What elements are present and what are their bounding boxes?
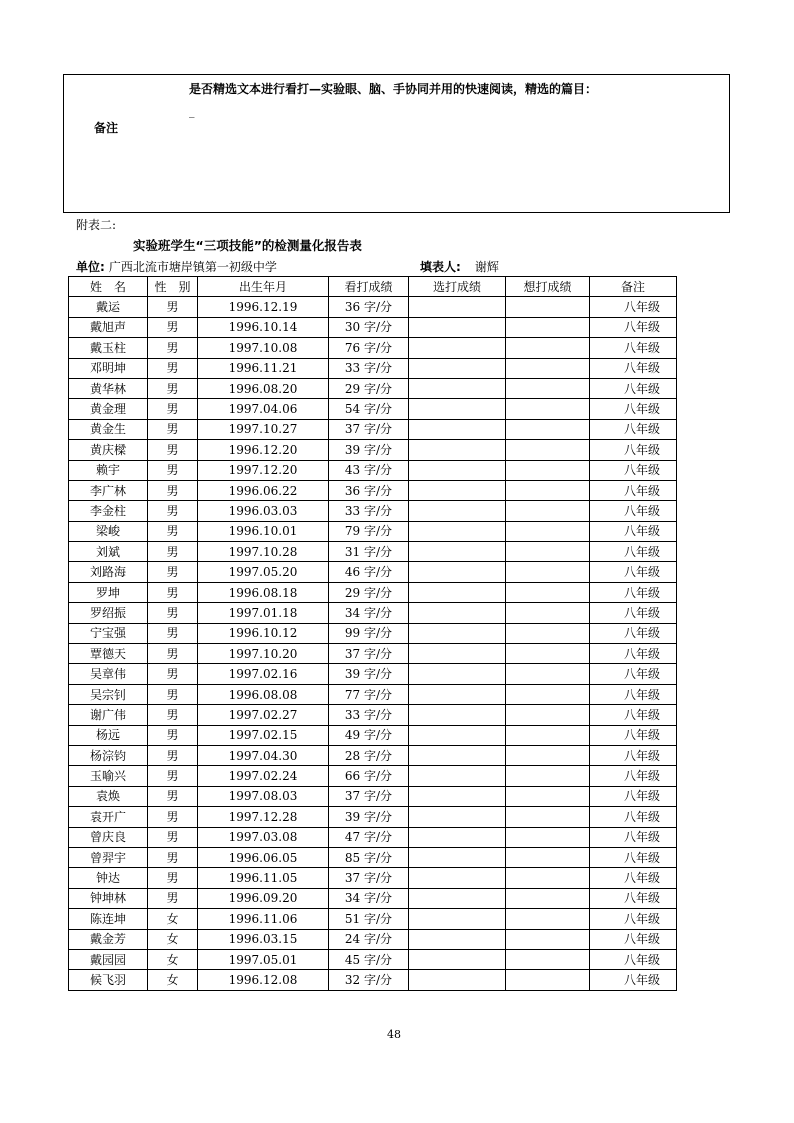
cell-select-typing — [409, 807, 506, 827]
remarks-label: 备注 — [94, 121, 119, 135]
table-row — [69, 623, 677, 643]
cell-name: 杨淙钧 — [69, 745, 148, 765]
cell-view-typing: 24 字/分 — [329, 929, 409, 949]
cell-view-typing: 37 字/分 — [329, 644, 409, 664]
cell-remark: 八年级 — [590, 623, 677, 643]
cell-birth: 1996.08.08 — [198, 684, 329, 704]
cell-think-typing — [506, 644, 590, 664]
cell-view-typing: 77 字/分 — [329, 684, 409, 704]
cell-birth: 1996.12.19 — [198, 297, 329, 317]
table-row — [69, 705, 677, 725]
cell-remark: 八年级 — [590, 847, 677, 867]
cell-name: 戴园园 — [69, 949, 148, 969]
cell-select-typing — [409, 480, 506, 500]
cell-name: 杨远 — [69, 725, 148, 745]
filler-value: 谢辉 — [474, 260, 499, 274]
cell-name: 谢广伟 — [69, 705, 148, 725]
cell-select-typing — [409, 868, 506, 888]
cell-remark: 八年级 — [590, 317, 677, 337]
cell-view-typing: 46 字/分 — [329, 562, 409, 582]
cell-gender: 男 — [148, 501, 198, 521]
table-row — [69, 603, 677, 623]
cell-view-typing: 29 字/分 — [329, 378, 409, 398]
cell-name: 陈连坤 — [69, 909, 148, 929]
cell-gender: 男 — [148, 440, 198, 460]
cell-name: 戴金芳 — [69, 929, 148, 949]
cell-view-typing: 39 字/分 — [329, 807, 409, 827]
cell-gender: 男 — [148, 664, 198, 684]
cell-think-typing — [506, 847, 590, 867]
cell-view-typing: 79 字/分 — [329, 521, 409, 541]
cell-name: 李广林 — [69, 480, 148, 500]
table-row — [69, 542, 677, 562]
table-row — [69, 970, 677, 990]
cell-view-typing: 29 字/分 — [329, 582, 409, 602]
table-row — [69, 297, 677, 317]
cell-think-typing — [506, 705, 590, 725]
cell-remark: 八年级 — [590, 297, 677, 317]
cell-select-typing — [409, 399, 506, 419]
cell-name: 曾羿宇 — [69, 847, 148, 867]
cell-think-typing — [506, 888, 590, 908]
cell-name: 刘路海 — [69, 562, 148, 582]
cell-name: 钟达 — [69, 868, 148, 888]
cell-name: 吴章伟 — [69, 664, 148, 684]
cell-view-typing: 47 字/分 — [329, 827, 409, 847]
cell-select-typing — [409, 827, 506, 847]
cell-name: 戴玉柱 — [69, 338, 148, 358]
cell-view-typing: 99 字/分 — [329, 623, 409, 643]
cell-think-typing — [506, 766, 590, 786]
cell-gender: 男 — [148, 582, 198, 602]
cell-gender: 男 — [148, 745, 198, 765]
cell-gender: 男 — [148, 807, 198, 827]
cell-select-typing — [409, 378, 506, 398]
table-row — [69, 440, 677, 460]
cell-view-typing: 85 字/分 — [329, 847, 409, 867]
cell-name: 曾庆良 — [69, 827, 148, 847]
cell-select-typing — [409, 338, 506, 358]
cell-remark: 八年级 — [590, 399, 677, 419]
cell-think-typing — [506, 603, 590, 623]
cell-view-typing: 33 字/分 — [329, 705, 409, 725]
table-body — [69, 297, 677, 990]
header-select-typing: 选打成绩 — [409, 277, 506, 297]
cell-gender: 女 — [148, 909, 198, 929]
cell-remark: 八年级 — [590, 909, 677, 929]
cell-birth: 1997.02.16 — [198, 664, 329, 684]
cell-birth: 1996.06.05 — [198, 847, 329, 867]
table-row — [69, 766, 677, 786]
cell-birth: 1997.02.24 — [198, 766, 329, 786]
cell-birth: 1997.12.28 — [198, 807, 329, 827]
cell-gender: 男 — [148, 480, 198, 500]
cell-remark: 八年级 — [590, 868, 677, 888]
cell-birth: 1996.11.21 — [198, 358, 329, 378]
cell-birth: 1996.10.14 — [198, 317, 329, 337]
cell-think-typing — [506, 684, 590, 704]
cell-birth: 1997.01.18 — [198, 603, 329, 623]
table-row — [69, 786, 677, 806]
cell-select-typing — [409, 745, 506, 765]
cell-view-typing: 54 字/分 — [329, 399, 409, 419]
cell-think-typing — [506, 827, 590, 847]
cell-select-typing — [409, 317, 506, 337]
cell-select-typing — [409, 970, 506, 990]
unit-value: 广西北流市塘岸镇第一初级中学 — [108, 260, 277, 274]
cell-view-typing: 76 字/分 — [329, 338, 409, 358]
cell-remark: 八年级 — [590, 766, 677, 786]
cell-name: 吴宗钊 — [69, 684, 148, 704]
cell-remark: 八年级 — [590, 440, 677, 460]
cell-gender: 男 — [148, 603, 198, 623]
cell-gender: 男 — [148, 623, 198, 643]
cell-view-typing: 33 字/分 — [329, 358, 409, 378]
cell-gender: 男 — [148, 460, 198, 480]
cell-think-typing — [506, 929, 590, 949]
cell-think-typing — [506, 868, 590, 888]
cell-birth: 1997.12.20 — [198, 460, 329, 480]
cell-remark: 八年级 — [590, 929, 677, 949]
cell-select-typing — [409, 582, 506, 602]
table-row — [69, 419, 677, 439]
cell-gender: 男 — [148, 644, 198, 664]
cell-think-typing — [506, 786, 590, 806]
cell-birth: 1996.08.18 — [198, 582, 329, 602]
cell-name: 罗坤 — [69, 582, 148, 602]
cell-birth: 1997.05.20 — [198, 562, 329, 582]
cell-birth: 1996.03.15 — [198, 929, 329, 949]
remarks-box — [63, 74, 730, 213]
filler-label: 填表人: — [420, 260, 461, 274]
cell-view-typing: 37 字/分 — [329, 419, 409, 439]
cell-select-typing — [409, 684, 506, 704]
cell-remark: 八年级 — [590, 562, 677, 582]
cell-select-typing — [409, 603, 506, 623]
cell-view-typing: 45 字/分 — [329, 949, 409, 969]
cell-view-typing: 30 字/分 — [329, 317, 409, 337]
cell-think-typing — [506, 419, 590, 439]
cell-gender: 男 — [148, 868, 198, 888]
cell-remark: 八年级 — [590, 521, 677, 541]
cell-gender: 男 — [148, 378, 198, 398]
cell-name: 钟坤林 — [69, 888, 148, 908]
table-row — [69, 745, 677, 765]
cell-select-typing — [409, 358, 506, 378]
cell-select-typing — [409, 460, 506, 480]
table-row — [69, 725, 677, 745]
cell-think-typing — [506, 501, 590, 521]
cell-think-typing — [506, 949, 590, 969]
table-row — [69, 684, 677, 704]
cell-think-typing — [506, 338, 590, 358]
cell-gender: 男 — [148, 725, 198, 745]
cell-name: 黄金理 — [69, 399, 148, 419]
cell-select-typing — [409, 725, 506, 745]
cell-remark: 八年级 — [590, 807, 677, 827]
cell-remark: 八年级 — [590, 460, 677, 480]
cell-gender: 男 — [148, 827, 198, 847]
cell-birth: 1996.09.20 — [198, 888, 329, 908]
cell-think-typing — [506, 623, 590, 643]
cell-select-typing — [409, 909, 506, 929]
table-row — [69, 929, 677, 949]
cell-think-typing — [506, 664, 590, 684]
remarks-cursor: _ — [189, 105, 195, 118]
cell-birth: 1996.11.05 — [198, 868, 329, 888]
cell-select-typing — [409, 888, 506, 908]
cell-name: 袁开广 — [69, 807, 148, 827]
cell-name: 玉喻兴 — [69, 766, 148, 786]
cell-remark: 八年级 — [590, 419, 677, 439]
cell-view-typing: 34 字/分 — [329, 888, 409, 908]
cell-name: 候飞羽 — [69, 970, 148, 990]
cell-gender: 男 — [148, 684, 198, 704]
table-row — [69, 847, 677, 867]
report-table — [68, 276, 677, 991]
cell-select-typing — [409, 521, 506, 541]
cell-birth: 1996.12.20 — [198, 440, 329, 460]
cell-remark: 八年级 — [590, 480, 677, 500]
header-view-typing: 看打成绩 — [329, 277, 409, 297]
cell-gender: 男 — [148, 847, 198, 867]
cell-select-typing — [409, 542, 506, 562]
table-row — [69, 317, 677, 337]
cell-gender: 男 — [148, 297, 198, 317]
header-remark: 备注 — [590, 277, 677, 297]
table-row — [69, 358, 677, 378]
cell-birth: 1997.08.03 — [198, 786, 329, 806]
cell-think-typing — [506, 480, 590, 500]
cell-select-typing — [409, 419, 506, 439]
table-row — [69, 562, 677, 582]
cell-think-typing — [506, 460, 590, 480]
table-row — [69, 399, 677, 419]
cell-remark: 八年级 — [590, 786, 677, 806]
cell-view-typing: 49 字/分 — [329, 725, 409, 745]
cell-view-typing: 39 字/分 — [329, 664, 409, 684]
cell-view-typing: 37 字/分 — [329, 786, 409, 806]
cell-remark: 八年级 — [590, 358, 677, 378]
cell-view-typing: 33 字/分 — [329, 501, 409, 521]
cell-gender: 女 — [148, 970, 198, 990]
cell-view-typing: 34 字/分 — [329, 603, 409, 623]
cell-remark: 八年级 — [590, 684, 677, 704]
header-birth: 出生年月 — [198, 277, 329, 297]
cell-think-typing — [506, 378, 590, 398]
cell-birth: 1997.04.06 — [198, 399, 329, 419]
cell-remark: 八年级 — [590, 582, 677, 602]
table-row — [69, 521, 677, 541]
cell-remark: 八年级 — [590, 949, 677, 969]
page-number: 48 — [387, 1028, 401, 1041]
table-row — [69, 480, 677, 500]
cell-name: 袁焕 — [69, 786, 148, 806]
cell-view-typing: 39 字/分 — [329, 440, 409, 460]
cell-name: 黄金生 — [69, 419, 148, 439]
header-think-typing: 想打成绩 — [506, 277, 590, 297]
cell-birth: 1996.10.12 — [198, 623, 329, 643]
cell-birth: 1996.10.01 — [198, 521, 329, 541]
cell-name: 刘斌 — [69, 542, 148, 562]
cell-think-typing — [506, 725, 590, 745]
cell-birth: 1997.04.30 — [198, 745, 329, 765]
cell-select-typing — [409, 623, 506, 643]
table-row — [69, 888, 677, 908]
cell-select-typing — [409, 929, 506, 949]
cell-name: 李金柱 — [69, 501, 148, 521]
cell-select-typing — [409, 644, 506, 664]
cell-think-typing — [506, 807, 590, 827]
cell-name: 赖宇 — [69, 460, 148, 480]
cell-birth: 1997.10.27 — [198, 419, 329, 439]
table-row — [69, 807, 677, 827]
table-row — [69, 582, 677, 602]
cell-remark: 八年级 — [590, 644, 677, 664]
cell-gender: 男 — [148, 705, 198, 725]
cell-gender: 男 — [148, 542, 198, 562]
cell-gender: 男 — [148, 888, 198, 908]
cell-name: 宁宝强 — [69, 623, 148, 643]
cell-remark: 八年级 — [590, 745, 677, 765]
cell-think-typing — [506, 440, 590, 460]
cell-think-typing — [506, 970, 590, 990]
filler — [420, 258, 499, 275]
table-row — [69, 909, 677, 929]
cell-name: 覃德天 — [69, 644, 148, 664]
cell-think-typing — [506, 562, 590, 582]
cell-view-typing: 31 字/分 — [329, 542, 409, 562]
cell-birth: 1996.06.22 — [198, 480, 329, 500]
table-row — [69, 378, 677, 398]
cell-birth: 1997.10.08 — [198, 338, 329, 358]
cell-gender: 男 — [148, 317, 198, 337]
cell-remark: 八年级 — [590, 970, 677, 990]
cell-remark: 八年级 — [590, 888, 677, 908]
remarks-question: 是否精选文本进行看打—实验眼、脑、手协同并用的快速阅读，精选的篇目： — [189, 82, 598, 96]
cell-remark: 八年级 — [590, 603, 677, 623]
cell-gender: 男 — [148, 786, 198, 806]
cell-birth: 1997.10.28 — [198, 542, 329, 562]
cell-view-typing: 37 字/分 — [329, 868, 409, 888]
cell-birth: 1996.08.20 — [198, 378, 329, 398]
cell-name: 黄庆樑 — [69, 440, 148, 460]
cell-gender: 男 — [148, 521, 198, 541]
cell-gender: 男 — [148, 766, 198, 786]
cell-birth: 1997.05.01 — [198, 949, 329, 969]
cell-remark: 八年级 — [590, 542, 677, 562]
cell-view-typing: 36 字/分 — [329, 480, 409, 500]
cell-remark: 八年级 — [590, 705, 677, 725]
report-title: 实验班学生“三项技能”的检测量化报告表 — [133, 238, 362, 253]
cell-think-typing — [506, 582, 590, 602]
cell-select-typing — [409, 562, 506, 582]
table-row — [69, 644, 677, 664]
unit-line — [76, 258, 716, 276]
cell-remark: 八年级 — [590, 338, 677, 358]
header-gender: 性 别 — [148, 277, 198, 297]
cell-select-typing — [409, 440, 506, 460]
cell-select-typing — [409, 297, 506, 317]
table-row — [69, 338, 677, 358]
cell-gender: 女 — [148, 949, 198, 969]
cell-name: 罗绍振 — [69, 603, 148, 623]
cell-remark: 八年级 — [590, 378, 677, 398]
cell-think-typing — [506, 399, 590, 419]
cell-remark: 八年级 — [590, 664, 677, 684]
cell-gender: 男 — [148, 562, 198, 582]
cell-view-typing: 32 字/分 — [329, 970, 409, 990]
cell-select-typing — [409, 664, 506, 684]
cell-select-typing — [409, 766, 506, 786]
table-row — [69, 868, 677, 888]
cell-remark: 八年级 — [590, 725, 677, 745]
cell-view-typing: 43 字/分 — [329, 460, 409, 480]
cell-view-typing: 66 字/分 — [329, 766, 409, 786]
cell-remark: 八年级 — [590, 501, 677, 521]
cell-name: 戴旭声 — [69, 317, 148, 337]
cell-select-typing — [409, 847, 506, 867]
cell-select-typing — [409, 786, 506, 806]
table-row — [69, 664, 677, 684]
header-name: 姓 名 — [69, 277, 148, 297]
table-header-row — [69, 277, 677, 297]
cell-view-typing: 51 字/分 — [329, 909, 409, 929]
cell-birth: 1996.11.06 — [198, 909, 329, 929]
cell-birth: 1997.03.08 — [198, 827, 329, 847]
cell-gender: 男 — [148, 399, 198, 419]
cell-birth: 1997.02.27 — [198, 705, 329, 725]
cell-think-typing — [506, 358, 590, 378]
unit-label: 单位: — [76, 260, 105, 274]
cell-name: 戴运 — [69, 297, 148, 317]
cell-remark: 八年级 — [590, 827, 677, 847]
table-row — [69, 460, 677, 480]
cell-select-typing — [409, 501, 506, 521]
cell-name: 梁峻 — [69, 521, 148, 541]
cell-name: 邓明坤 — [69, 358, 148, 378]
appendix-label: 附表二: — [76, 218, 117, 232]
cell-think-typing — [506, 317, 590, 337]
cell-view-typing: 28 字/分 — [329, 745, 409, 765]
cell-birth: 1997.02.15 — [198, 725, 329, 745]
cell-think-typing — [506, 521, 590, 541]
cell-think-typing — [506, 297, 590, 317]
cell-select-typing — [409, 949, 506, 969]
cell-gender: 男 — [148, 419, 198, 439]
table-row — [69, 949, 677, 969]
cell-select-typing — [409, 705, 506, 725]
cell-birth: 1997.10.20 — [198, 644, 329, 664]
cell-gender: 女 — [148, 929, 198, 949]
cell-gender: 男 — [148, 358, 198, 378]
table-row — [69, 827, 677, 847]
cell-birth: 1996.03.03 — [198, 501, 329, 521]
cell-gender: 男 — [148, 338, 198, 358]
cell-think-typing — [506, 909, 590, 929]
cell-view-typing: 36 字/分 — [329, 297, 409, 317]
cell-name: 黄华林 — [69, 378, 148, 398]
cell-think-typing — [506, 745, 590, 765]
cell-birth: 1996.12.08 — [198, 970, 329, 990]
table-row — [69, 501, 677, 521]
cell-think-typing — [506, 542, 590, 562]
